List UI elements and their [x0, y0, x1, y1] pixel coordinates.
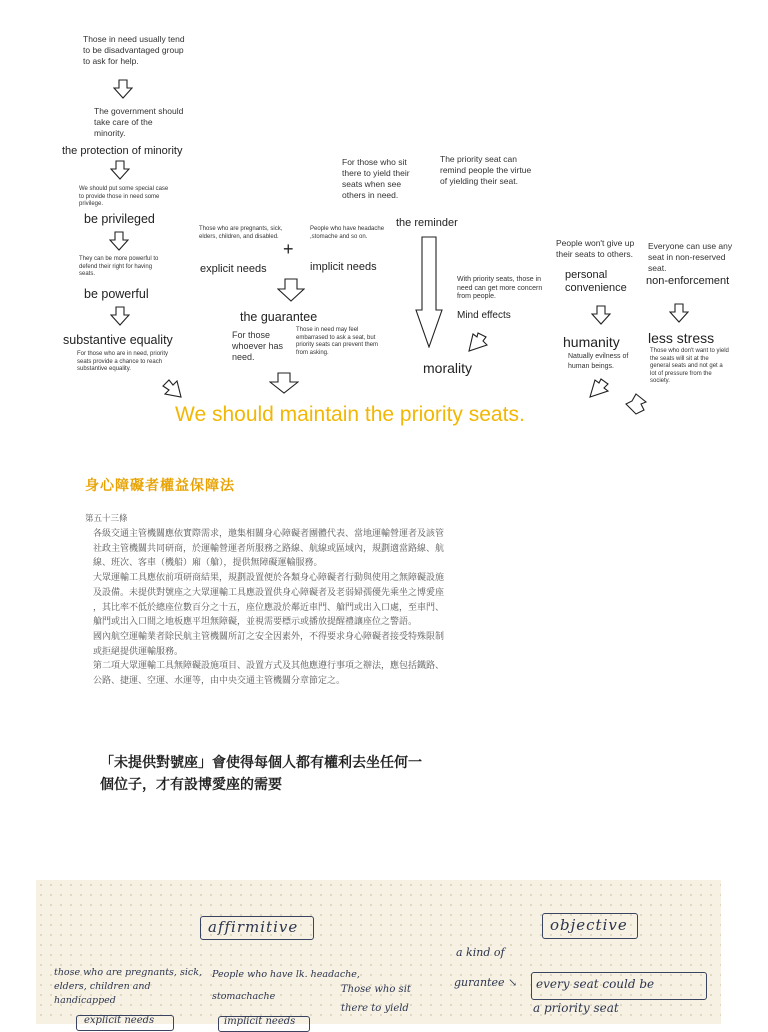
protection-of-minority: the protection of minority	[62, 145, 183, 157]
law-line: 艙門或出入口間之地板應平坦無障礙，並視需要標示或播放提醒禮讓座位之警語。	[93, 617, 418, 628]
less-stress: less stress	[648, 330, 715, 346]
down-arrow-icon	[669, 303, 689, 323]
non-reserved-note: Everyone can use any seat in non-reserved seat.	[648, 241, 733, 273]
law-line: ，其比率不低於總座位數百分之十五，座位應設於鄰近車門、艙門或出入口處，至車門、	[93, 602, 445, 613]
virtue-note: The priority seat can remind people the virtue of yielding their seat.	[440, 154, 532, 186]
down-arrow-icon	[591, 305, 611, 325]
law-line: 及設備。未提供對號座之大眾運輸工具應設置供身心障礙者及老弱婦孺優先乘坐之博愛座	[93, 587, 445, 598]
every-seat-line-1: every seat could be	[536, 977, 655, 991]
law-article: 第五十三條	[85, 514, 128, 524]
down-arrow-icon	[109, 231, 129, 251]
handwritten-notes-photo	[36, 880, 721, 1027]
down-arrow-icon	[110, 160, 130, 180]
defend-right-note: They can be more powerful to defend their right for having seats.	[79, 256, 159, 277]
law-line: 或拒絕提供運輸服務。	[93, 646, 184, 657]
evilness-note: Natually evilness of human beings.	[568, 353, 629, 370]
law-line: 線、班次、客車（機船）廂（艙），提供無障礙運輸服務。	[93, 558, 323, 569]
explicit-needs: explicit needs	[200, 263, 267, 275]
pressure-note: Those who don't want to yield the seats will sit at the general seats and not get a lot of pressure from the society.	[650, 348, 729, 384]
embarrassed-note: Those in need may feel embarrased to ask a seat, but priority seats can prevent them from asking.	[296, 327, 379, 356]
implicit-note: People who have headache ,stomache and so on.	[310, 226, 385, 240]
minority-help-note: Those in need usually tend to be disadvantaged group to ask for help.	[83, 34, 185, 66]
headache-note: People who have lk. headache, stomachache	[212, 969, 360, 1002]
whoever-note: For those whoever has need.	[232, 330, 284, 362]
every-seat-line-2: a priority seat	[533, 1001, 619, 1015]
the-guarantee: the guarantee	[240, 310, 318, 324]
law-line: 大眾運輸工具應依前項研商結果，規劃設置便於各類身心障礙者行動與使用之無障礙設施	[93, 573, 445, 584]
non-enforcement: non-enforcement	[646, 275, 730, 287]
law-line: 第二項大眾運輸工具無障礙設施項目、設置方式及其他應遵行事項之辦法，應包括鐵路、	[93, 661, 445, 672]
affirmative-label: affirmitive	[208, 918, 299, 936]
diagonal-arrow-icon	[587, 377, 611, 399]
kind-of-note: a kind of	[456, 946, 505, 959]
personal-convenience: personal convenience	[565, 269, 627, 294]
law-body	[93, 527, 513, 689]
quote	[100, 752, 520, 796]
mind-effects: Mind effects	[457, 310, 511, 321]
morality: morality	[423, 360, 473, 376]
law-line: 各級交通主管機關應依實際需求，邀集相關身心障礙者團體代表、當地運輸營運者及該管	[93, 529, 445, 539]
down-arrow-icon	[269, 372, 299, 394]
diagonal-arrow-icon	[466, 331, 488, 353]
explicit-needs-hand: explicit needs	[84, 1015, 155, 1026]
conclusion: We should maintain the priority seats.	[175, 403, 525, 426]
quote-line-2: 個位子，才有設博愛座的需要	[100, 777, 282, 793]
concern-note: With priority seats, those in need can get more concern from people.	[457, 276, 543, 300]
down-arrow-icon	[113, 79, 133, 99]
substantive-equality: substantive equality	[63, 333, 173, 347]
implicit-needs-hand: implicit needs	[224, 1016, 296, 1027]
law-title: 身心障礙者權益保障法	[85, 477, 235, 493]
implicit-needs: implicit needs	[310, 261, 377, 273]
quote-line-1: 「未提供對號座」會使得每個人都有權利去坐任何一	[100, 755, 422, 771]
law-line: 社政主管機關共同研商，於運輸營運者所服務之路線、航線或區域內，規劃適當路線、航	[93, 543, 445, 554]
be-powerful: be powerful	[84, 287, 149, 301]
sit-there-note: For those who sit there to yield their seats when see others in need.	[342, 157, 410, 200]
law-line: 國內航空運輸業者除民航主管機關所訂之安全因素外，不得要求身心障礙者接受特殊限制	[93, 631, 445, 642]
guarantee-note: gurantee ↘	[454, 976, 518, 989]
wont-give-up-note: People won't give up their seats to others.	[556, 238, 635, 259]
down-arrow-icon	[277, 278, 305, 302]
down-arrow-icon	[110, 306, 130, 326]
substantive-note: For those who are in need, priority seats provide a chance to reach substantive equality.	[77, 351, 169, 372]
objective-label: objective	[550, 916, 628, 934]
diagonal-arrow-icon	[624, 392, 648, 416]
diagonal-arrow-icon	[160, 377, 184, 401]
government-note: The government should take care of the minority.	[94, 106, 184, 138]
law-line: 公路、捷運、空運、水運等，由中央交通主管機關分章節定之。	[93, 676, 346, 687]
be-privileged: be privileged	[84, 212, 155, 226]
explicit-note: Those who are pregnants, sick, elders, children, and disabled.	[199, 226, 283, 240]
large-down-arrow-icon	[415, 236, 443, 348]
special-case-note: We should put some special case to provide those in need some privilege.	[79, 186, 169, 207]
humanity: humanity	[563, 334, 620, 350]
pregnants-note: those who are pregnants, sick, elders, children and handicapped	[54, 967, 202, 1006]
plus-icon: +	[283, 239, 294, 259]
the-reminder: the reminder	[396, 217, 458, 229]
sit-there-hand: Those who sit there to yield	[341, 984, 411, 1014]
